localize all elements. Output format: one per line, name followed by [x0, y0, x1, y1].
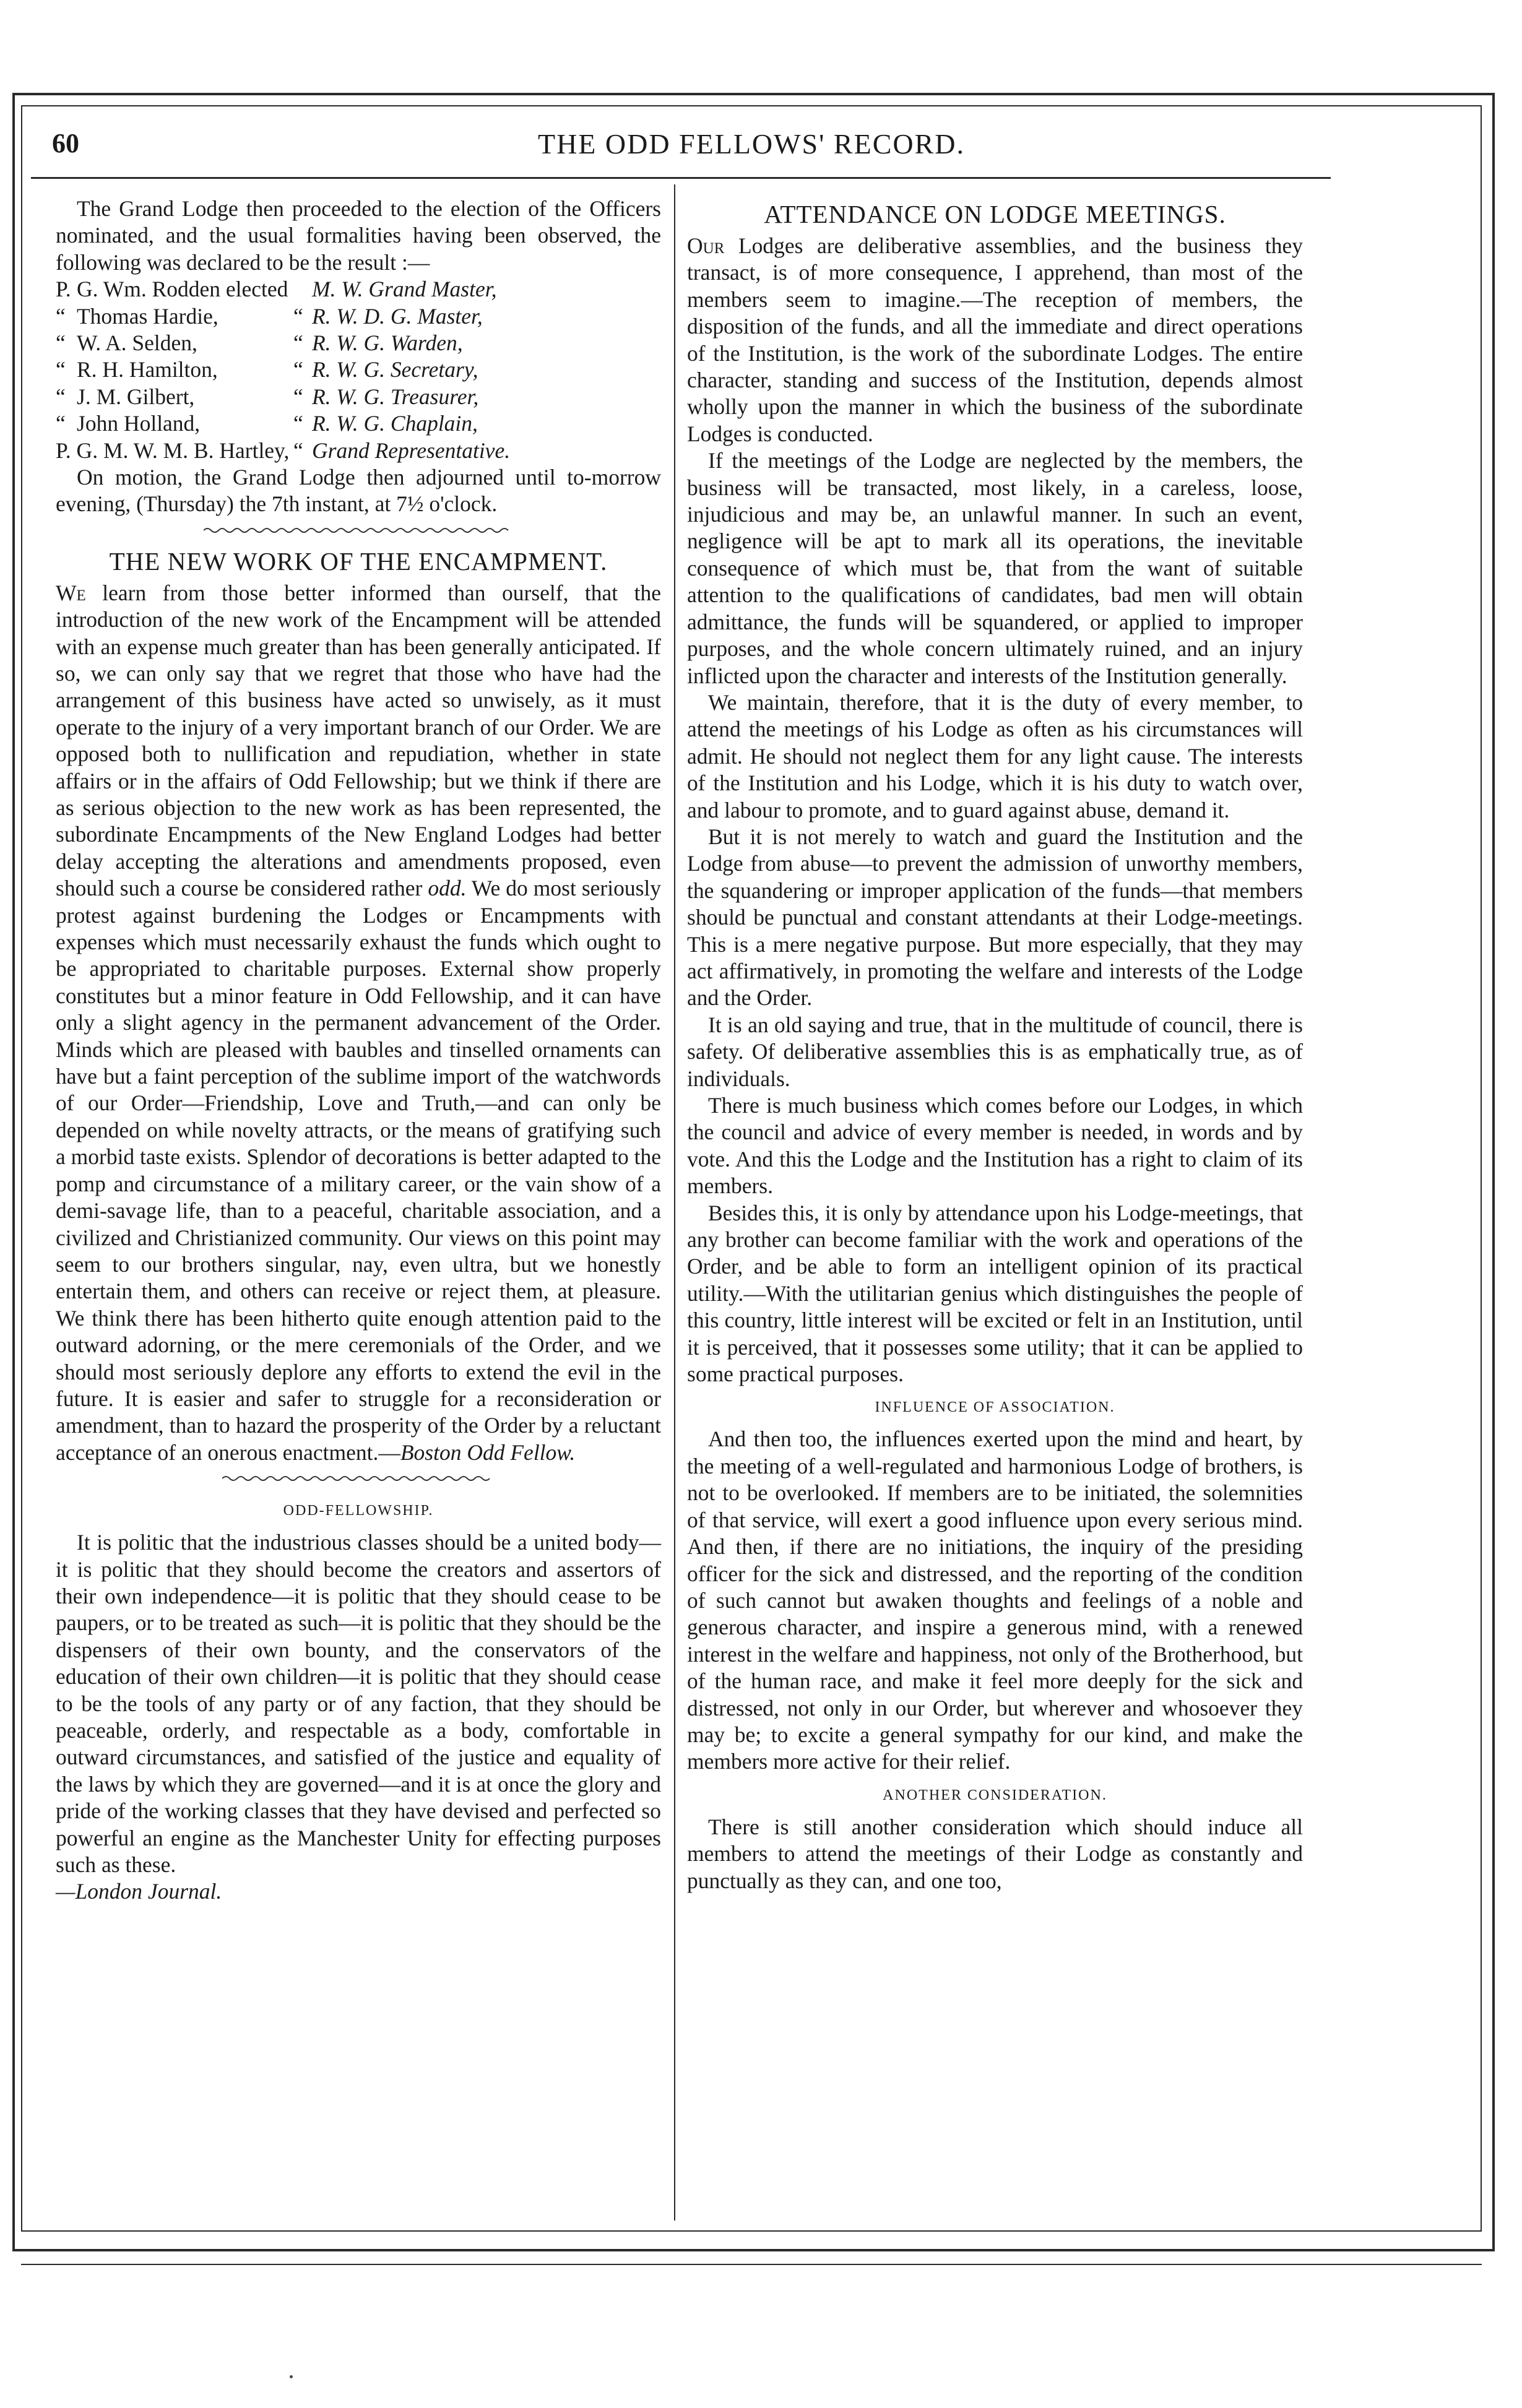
header-rule [31, 177, 1331, 179]
officer-name: W. A. Selden, [77, 330, 197, 355]
officer-office: R. W. G. Secretary, [312, 357, 478, 382]
officer-office: M. W. Grand Master, [312, 277, 497, 302]
drop-word: We [56, 580, 86, 605]
officer-row [56, 356, 661, 383]
wavy-ornament-icon [222, 1474, 495, 1483]
wavy-divider [56, 518, 661, 543]
ditto-mark: “ [293, 384, 303, 409]
officer-office: Grand Representative. [312, 438, 511, 463]
another-consideration-paragraph: There is still another consideration which should induce all members to attend the meetings of their Lodge as constantly and punctually as they can, and one too, [687, 1814, 1303, 1893]
officer-row [56, 410, 661, 437]
emphasis-word: odd. [428, 876, 467, 901]
officer-name: John Holland, [77, 411, 201, 436]
another-consideration-heading: ANOTHER CONSIDERATION. [883, 1787, 1107, 1803]
attendance-paragraph [687, 233, 1303, 447]
attendance-heading: ATTENDANCE ON LODGE MEETINGS. [764, 200, 1226, 228]
drop-word: Our [687, 233, 725, 258]
officer-row [56, 384, 661, 410]
officer-name: R. H. Hamilton, [77, 357, 218, 382]
ditto-mark: “ [56, 330, 66, 355]
right-column [687, 196, 1303, 1894]
running-title: THE ODD FELLOWS' RECORD. [537, 128, 966, 160]
attendance-paragraph: Besides this, it is only by attendance upon his Lodge-meetings, that any brother can become familiar with the work and operations of the Order, and be able to form an intelligent opinion of its practical utility.—With the utilitarian genius which distinguishes the people of this country, little interest will be excited or felt in an Institution, until it is perceived, that it possesses some utility; that it can be applied to some practical purposes. [687, 1200, 1303, 1387]
ditto-mark: “ [56, 357, 66, 382]
article-text: learn from those better informed than ourself, that the introduction of the new work of the Encampment will be attended with an expense much greater than has been generally anticipated. If so, we can only say that we regret that those who have had the arrangement of this business have acted so unwisely, as it must operate to the injury of a very important branch of our Order. We are opposed both to nullification and repudiation, whether in state affairs or in the affairs of Odd Fellowship; but we think if there are as serious objection to the new work as has been represented, the subordinate Encampments of the New England Lodges had better delay accepting the alterations and amendments proposed, even should such a course be considered rather [56, 580, 661, 901]
officer-name: P. G. M. W. M. B. Hartley, [56, 438, 290, 463]
article-source: —London Journal. [56, 1879, 222, 1904]
ditto-mark: “ [293, 411, 303, 436]
ditto-mark: “ [293, 303, 303, 329]
article-text: We do most seriously protest against burdening the Lodges or Encampments with expenses which must necessarily exhaust the funds which ought to be appropriated to charitable purposes. External show properly constitutes but a minor feature in Odd Fellowship, and it can have only a slight agency in the permanent advancement of the Order. Minds which are pleased with baubles and tinselled ornaments can have but a faint perception of the sublime import of the watchwords of our Order—Friendship, Love and Truth,—and can only be depended on while novelty attracts, or the means of gratifying such a morbid taste exists. Splendor of decorations is better adapted to the pomp and circumstance of a military career, or the vain show of a demi-savage life, than to a peaceful, charitable association, and a civilized and Christianized community. Our views on this point may seem to our brothers singular, nay, even ultra, but we honestly entertain them, and others can receive or reject them, at pleasure. We think there has been hitherto quite enough attention paid to the outward adorning, or the mere ceremonials of the Order, and we should most seriously deplore any efforts to extend the evil in the future. It is easier and safer to struggle for a reconsideration or amendment, than to hazard the prosperity of the Order by a reluctant acceptance of an onerous enactment.— [56, 876, 662, 1465]
wavy-divider [56, 1466, 661, 1491]
oddfellowship-source [56, 1878, 661, 1905]
officer-row [56, 330, 661, 356]
election-intro: The Grand Lodge then proceeded to the election of the Officers nominated, and the usual formalities having been observed, the following was declared to be the result :— [56, 196, 661, 275]
officer-office: R. W. G. Warden, [312, 330, 463, 355]
ditto-mark: “ [56, 384, 66, 409]
ditto-mark: “ [293, 330, 303, 355]
ditto-mark: “ [293, 438, 303, 463]
attendance-paragraph: We maintain, therefore, that it is the duty of every member, to attend the meetings of his Lodge as often as his circumstances will admit. He should not neglect them for any light cause. The interests of the Institution and his Lodge, which it is his duty to watch over, and labour to promote, and to guard against abuse, demand it. [687, 689, 1303, 822]
officers-list [56, 276, 661, 464]
encampment-article [56, 580, 661, 1466]
ditto-mark: P. [56, 277, 71, 302]
officer-name: Thomas Hardie, [77, 303, 218, 329]
page-header [21, 121, 1482, 171]
influence-paragraph: And then too, the influences exerted upon the mind and heart, by the meeting of a well-regulated and harmonious Lodge of brothers, is not to be overlooked. If members are to be initiated, the solemnities of that service, will exert a good influence upon every serious mind. And then, if there are no initiations, the inquiry of the presiding officer for the sick and distressed, and the reporting of the condition of such cannot but awaken thoughts and feelings of a noble and generous character, and inspire a generous mind, with a renewed interest in the welfare and happiness, not only of the Brotherhood, but of the human race, and make it feel more deeply for the sick and distressed, not only in our Order, but wherever and whosoever they may be; to excite a general sympathy for our kind, and make the members more active for their relief. [687, 1426, 1303, 1774]
officer-name: G. Wm. Rodden elected [77, 277, 288, 302]
page-number: 60 [52, 128, 79, 158]
attendance-paragraph: There is much business which comes before our Lodges, in which the council and advice of every member is needed, in words and by vote. And this the Lodge and the Institution has a right to claim of its members. [687, 1093, 1303, 1199]
attendance-paragraph: It is an old saying and true, that in the multitude of council, there is safety. Of deliberative assemblies this is as emphatically true, as of individuals. [687, 1012, 1303, 1091]
officer-row [56, 303, 661, 330]
ditto-mark: “ [56, 411, 66, 436]
officer-row [56, 438, 661, 464]
officer-office: R. W. D. G. Master, [312, 303, 483, 329]
left-column [56, 196, 661, 1905]
column-divider [674, 184, 675, 2220]
print-speck [290, 2375, 293, 2378]
ditto-mark [293, 276, 312, 303]
officer-name: J. M. Gilbert, [77, 384, 195, 409]
oddfellowship-article: It is politic that the industrious classes should be a united body—it is politic that they should become the creators and assertors of their own independence—it is politic that they should cease to be paupers, or to be treated as such—it is politic that they should be the dispensers of their own bounty, and the conservators of the education of their own children—it is politic that they should cease to be the tools of any party or of any faction, that they should be peaceable, orderly, and respectable as a body, comfortable in outward circumstances, and satisfied of the justice and equality of the laws by which they are governed—and it is at once the glory and pride of the working classes that they have devised and perfected so powerful an engine as the Manchester Unity for effecting purposes such as these. [56, 1530, 661, 1878]
adjourn-paragraph: On motion, the Grand Lodge then adjourned until to-morrow evening, (Thursday) the 7th instant, at 7½ o'clock. [56, 464, 661, 517]
article-text: Lodges are deliberative assemblies, and the business they transact, is of more consequence, I apprehend, than most of the members seem to imagine.—The reception of members, the disposition of the funds, and all the immediate and direct operations of the Institution, is the work of the subordinate Lodges. The entire character, standing and success of the Institution, depends almost wholly upon the manner in which the business of the subordinate Lodges is conducted. [687, 233, 1303, 446]
oddfellowship-heading: ODD-FELLOWSHIP. [283, 1503, 434, 1519]
influence-heading: INFLUENCE OF ASSOCIATION. [875, 1399, 1115, 1416]
article-source: Boston Odd Fellow. [400, 1439, 576, 1465]
encampment-heading: THE NEW WORK OF THE ENCAMPMENT. [109, 546, 608, 576]
bottom-rule [21, 2264, 1482, 2265]
attendance-paragraph: But it is not merely to watch and guard the Institution and the Lodge from abuse—to prevent the admission of unworthy members, the squandering or improper application of the funds—that members should be punctual and constant attendants at their Lodge-meetings. This is a mere negative purpose. But more especially, that they may act affirmatively, in promoting the welfare and interests of the Lodge and the Order. [687, 824, 1303, 1011]
ditto-mark: “ [293, 357, 303, 382]
officer-office: R. W. G. Treasurer, [312, 384, 479, 409]
ditto-mark: “ [56, 303, 66, 329]
officer-office: R. W. G. Chaplain, [312, 411, 478, 436]
attendance-paragraph: If the meetings of the Lodge are neglected by the members, the business will be transacted, most likely, in a careless, loose, injudicious and may be, an unlawful manner. In such an event, negligence will be apt to mark all its operations, the inevitable consequence of which must be, that from the want of suitable attention to the qualifications of candidates, bad men will obtain admittance, the funds will be squandered, or applied to improper purposes, and the whole concern ultimately ruined, and an injury inflicted upon the character and interests of the Institution generally. [687, 448, 1303, 688]
officer-row [56, 276, 661, 303]
wavy-ornament-icon [204, 525, 513, 535]
